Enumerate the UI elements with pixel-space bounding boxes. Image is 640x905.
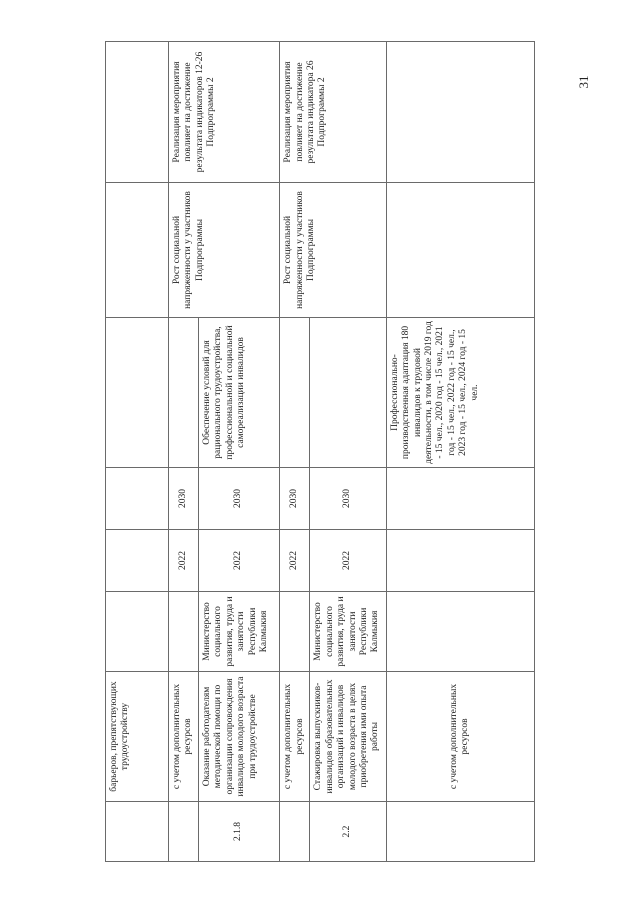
activity-cell: с учетом дополнительных ресурсов [168,672,198,802]
executor-cell [168,592,198,672]
num-cell [106,802,169,862]
effect-cell: Рост социальной напряженности у участников Подпрограммы [168,183,279,318]
result-cell [106,318,169,468]
activity-cell: с учетом дополнительных ресурсов [386,672,534,802]
executor-cell [280,592,310,672]
end-cell [106,468,169,530]
end-cell: 2030 [199,468,280,530]
link-cell [386,42,534,183]
table-row [280,42,310,862]
page-number: 31 [576,75,591,89]
activity-cell: Оказание работодателям методической помощи по организации сопровождения инвалидов молодого возраста при трудоустройстве [199,672,280,802]
executor-cell [386,592,534,672]
start-cell: 2022 [310,530,386,592]
start-cell: 2022 [280,530,310,592]
result-cell [280,318,310,468]
start-cell [386,530,534,592]
end-cell: 2030 [168,468,198,530]
activity-cell: барьеров, препятствующих трудоустройству [106,672,169,802]
end-cell: 2030 [310,468,386,530]
table-row [168,42,198,862]
link-cell: Реализация мероприятия повлияет на достижение результата индикаторов 12-26 Подпрограммы 2 [168,42,279,183]
table-row [106,42,169,862]
num-cell: 2.1.8 [199,802,280,862]
result-cell: Профессионально-производственная адаптация 180 инвалидов к трудовой деятельности, в том числе 2019 год - 15 чел., 2020 год - 15 чел., 2021 год - 15 чел., 2022 год - 15 чел., 2023 год - 15 чел., 2024 год - 15 чел. [386,318,534,468]
result-cell: Обеспечение условий для рационального трудоустройства, профессиональной и социальной самореализации инвалидов [199,318,280,468]
num-cell [386,802,534,862]
executor-cell: Министерство социального развития, труда и занятости Республики Калмыкия [199,592,280,672]
start-cell: 2022 [168,530,198,592]
effect-cell [386,183,534,318]
start-cell: 2022 [199,530,280,592]
effect-cell: Рост социальной напряженности у участников Подпрограммы [280,183,387,318]
num-cell [168,802,198,862]
activities-table [105,41,535,862]
executor-cell [106,592,169,672]
effect-cell [106,183,169,318]
num-cell: 2.2 [310,802,386,862]
result-cell [310,318,386,468]
end-cell [386,468,534,530]
result-cell [168,318,198,468]
link-cell: Реализация мероприятия повлияет на достижение результата индикатора 26 Подпрограммы 2 [280,42,387,183]
executor-cell: Министерство социального развития, труда и занятости Республики Калмыкия [310,592,386,672]
activity-cell: Стажировка выпускников-инвалидов образовательных организаций и инвалидов молодого возраста в целях приобретения ими опыта работы [310,672,386,802]
activity-cell: с учетом дополнительных ресурсов [280,672,310,802]
table-row [386,42,534,862]
end-cell: 2030 [280,468,310,530]
num-cell [280,802,310,862]
start-cell [106,530,169,592]
link-cell [106,42,169,183]
rotated-table-container [105,42,535,862]
